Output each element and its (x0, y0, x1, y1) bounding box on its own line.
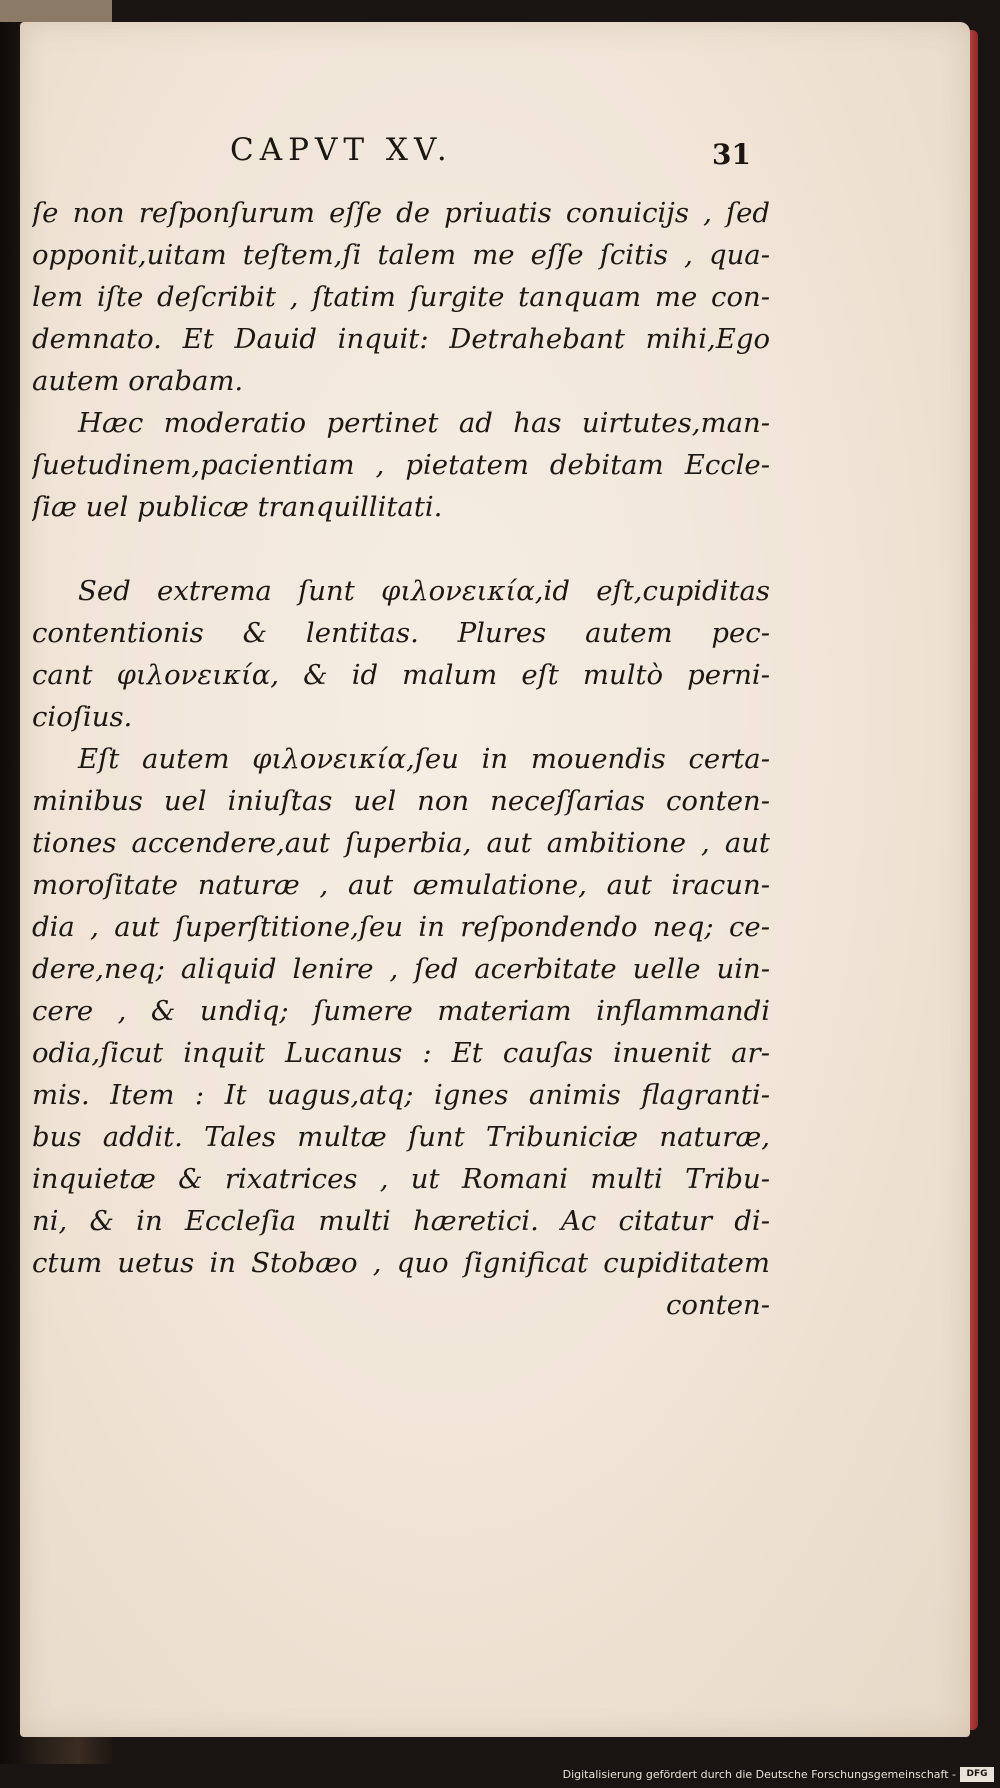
text-line: dere,neq; aliquid lenire , ſed acerbitate uelle uin- (32, 953, 770, 985)
text-line: Sed extrema ſunt φιλονεικία,id eſt,cupiditas (78, 575, 770, 607)
text-line: ſiæ uel publicæ tranquillitati. (32, 491, 443, 523)
running-head: CAPVT XV. (230, 132, 453, 168)
text-line: Eſt autem φιλονεικία,ſeu in mouendis certa- (78, 743, 770, 775)
text-line: inquietæ & rixatrices , ut Romani multi Tribu- (32, 1163, 770, 1195)
text-line: cant φιλονεικία, & id malum eſt multò perni- (32, 659, 770, 691)
dfg-logo: DFG (960, 1767, 994, 1782)
footer-credit: Digitalisierung gefördert durch die Deutsche Forschungsgemeinschaft - (562, 1768, 956, 1781)
catchword: conten- (666, 1289, 770, 1321)
text-line: odia,ſicut inquit Lucanus : Et cauſas inuenit ar- (32, 1037, 770, 1069)
text-line: moroſitate naturæ , aut æmulatione, aut iracun- (32, 869, 770, 901)
text-line: ſuetudinem,pacientiam , pietatem debitam Eccle- (32, 449, 770, 481)
text-line: opponit,uitam teſtem,ſi talem me eſſe ſcitis , qua- (32, 239, 770, 271)
text-line: ni, & in Eccleſia multi hæretici. Ac citatur di- (32, 1205, 770, 1237)
text-line: bus addit. Tales multæ ſunt Tribuniciæ naturæ, (32, 1121, 770, 1153)
text-block (32, 192, 770, 1326)
text-line: tiones accendere,aut ſuperbia, aut ambitione , aut (32, 827, 770, 859)
text-line: cere , & undiq; ſumere materiam inflammandi (32, 995, 770, 1027)
text-line: ſe non reſponſurum eſſe de priuatis conuicijs , ſed (32, 197, 770, 229)
text-line: ctum uetus in Stobæo , quo ſignificat cupiditatem (32, 1247, 770, 1279)
text-line: dia , aut ſuperſtitione,ſeu in reſpondendo neq; ce- (32, 911, 770, 943)
text-line: Hæc moderatio pertinet ad has uirtutes,man- (78, 407, 770, 439)
text-line: autem orabam. (32, 365, 244, 397)
text-line: demnato. Et Dauid inquit: Detrahebant mihi,Ego (32, 323, 770, 355)
text-line: minibus uel iniuſtas uel non neceſſarias conten- (32, 785, 770, 817)
text-line: lem iſte deſcribit , ſtatim ſurgite tanquam me con- (32, 281, 770, 313)
text-line: contentionis & lentitas. Plures autem pec- (32, 617, 770, 649)
text-line: cioſius. (32, 701, 133, 733)
binding-gutter-top (0, 0, 112, 22)
page-number: 31 (712, 138, 751, 171)
text-line: mis. Item : It uagus,atq; ignes animis flagranti- (32, 1079, 770, 1111)
paragraph-gap (32, 528, 770, 570)
